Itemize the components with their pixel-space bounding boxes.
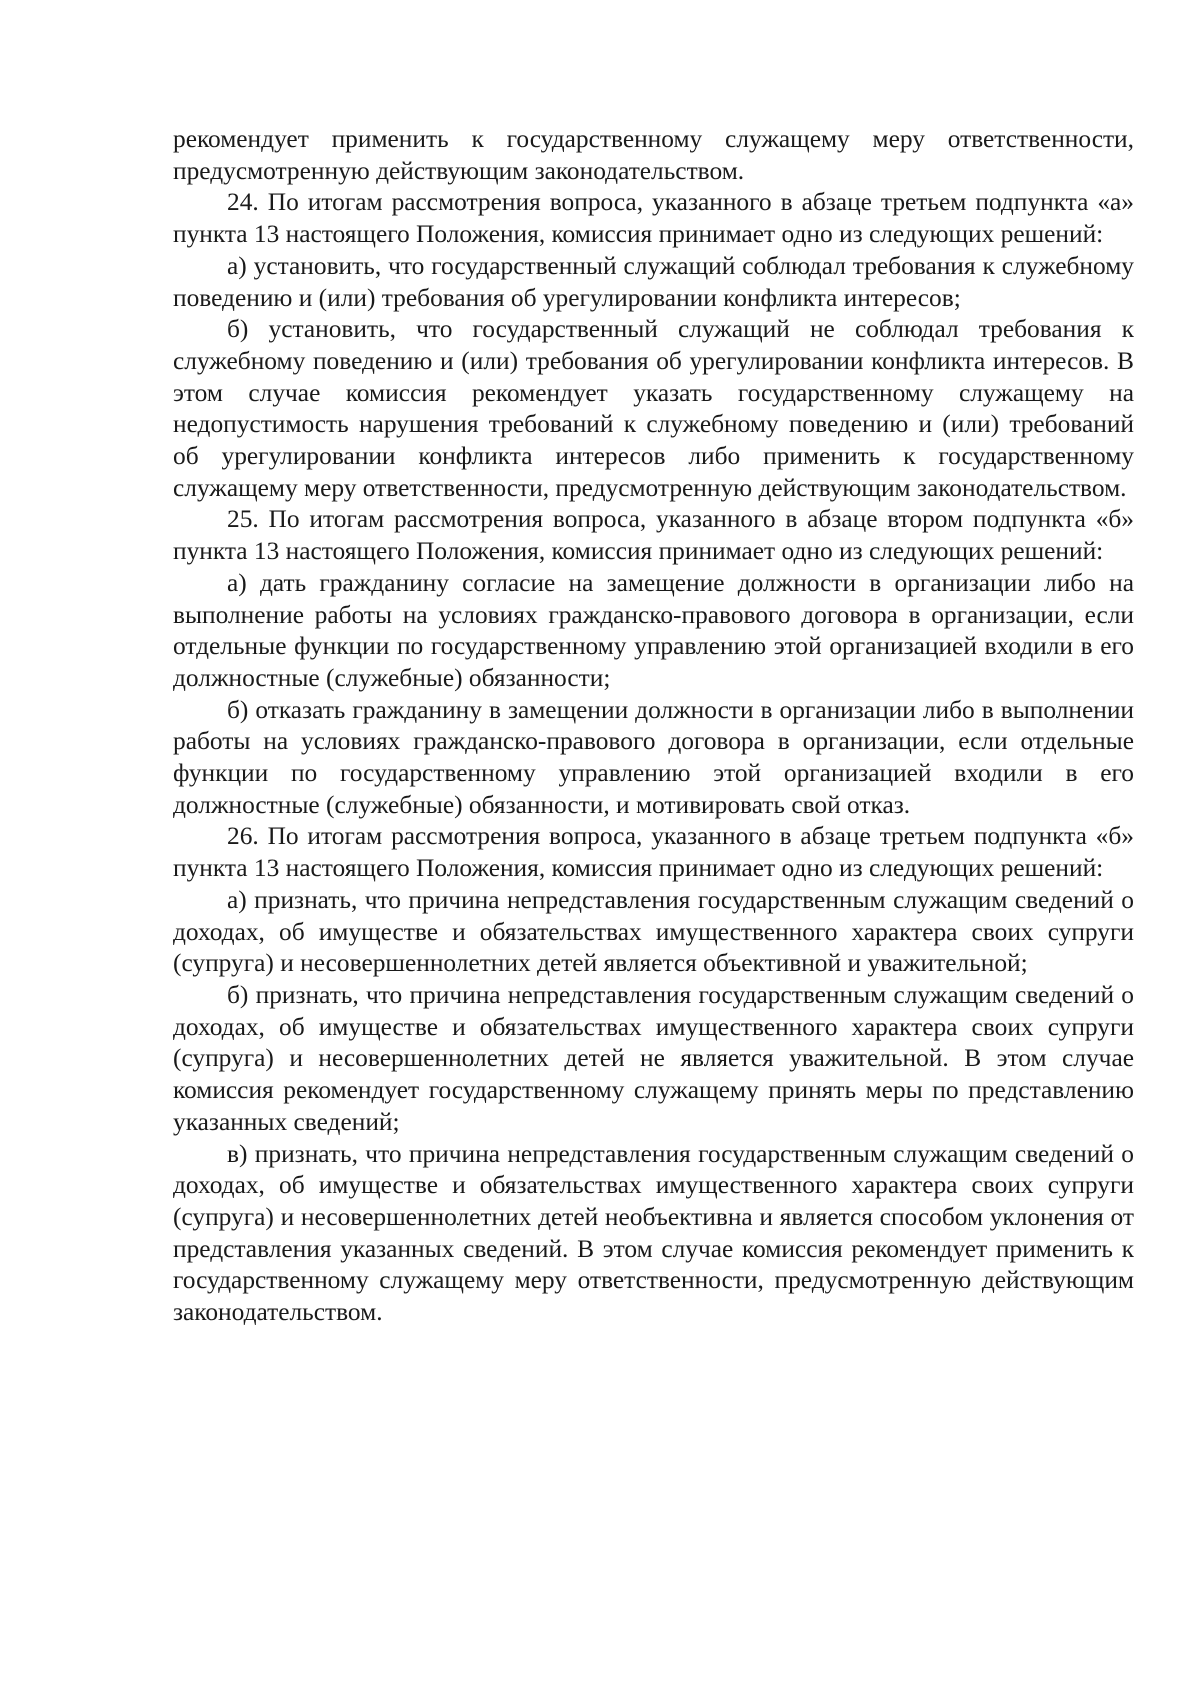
paragraph-item-26: 26. По итогам рассмотрения вопроса, указанного в абзаце третьем подпункта «б» пункта 13 настоящего Положения, комиссия принимает одно из следующих решений:	[173, 822, 1134, 883]
document-body	[173, 124, 1134, 1329]
paragraph-item-25-a: а) дать гражданину согласие на замещение должности в организации либо на выполнение работы на условиях гражданско-правового договора в организации, если отдельные функции по государственному управлению этой организацией входили в его должностные (служебные) обязанности;	[173, 568, 1134, 692]
paragraph-item-25: 25. По итогам рассмотрения вопроса, указанного в абзаце втором подпункта «б» пункта 13 настоящего Положения, комиссия принимает одно из следующих решений:	[173, 505, 1134, 566]
paragraph-item-25-b: б) отказать гражданину в замещении должности в организации либо в выполнении работы на условиях гражданско-правового договора в организации, если отдельные функции по государственному управлению этой организацией входили в его должностные (служебные) обязанности, и мотивировать свой отказ.	[173, 695, 1134, 819]
paragraph-item-24: 24. По итогам рассмотрения вопроса, указанного в абзаце третьем подпункта «а» пункта 13 настоящего Положения, комиссия принимает одно из следующих решений:	[173, 188, 1134, 249]
paragraph-continuation: рекомендует применить к государственному служащему меру ответственности, предусмотренную действующим законодательством.	[173, 125, 1134, 185]
paragraph-item-26-b: б) признать, что причина непредставления государственным служащим сведений о доходах, об имуществе и обязательствах имущественного характера своих супруги (супруга) и несовершеннолетних детей не является уважительной. В этом случае комиссия рекомендует государственному служащему принять меры по представлению указанных сведений;	[173, 980, 1134, 1136]
paragraph-item-24-a: а) установить, что государственный служащий соблюдал требования к служебному поведению и (или) требования об урегулировании конфликта интересов;	[173, 251, 1134, 312]
paragraph-item-26-a: а) признать, что причина непредставления государственным служащим сведений о доходах, об имуществе и обязательствах имущественного характера своих супруги (супруга) и несовершеннолетних детей является объективной и уважительной;	[173, 885, 1134, 978]
paragraph-item-26-v: в) признать, что причина непредставления государственным служащим сведений о доходах, об имуществе и обязательствах имущественного характера своих супруги (супруга) и несовершеннолетних детей необъективна и является способом уклонения от представления указанных сведений. В этом случае комиссия рекомендует применить к государственному служащему меру ответственности, предусмотренную действующим законодательством.	[173, 1139, 1134, 1327]
paragraph-item-24-b: б) установить, что государственный служащий не соблюдал требования к служебному поведению и (или) требования об урегулировании конфликта интересов. В этом случае комиссия рекомендует указать государственному служащему на недопустимость нарушения требований к служебному поведению и (или) требований об урегулировании конфликта интересов либо применить к государственному служащему меру ответственности, предусмотренную действующим законодательством.	[173, 315, 1134, 502]
